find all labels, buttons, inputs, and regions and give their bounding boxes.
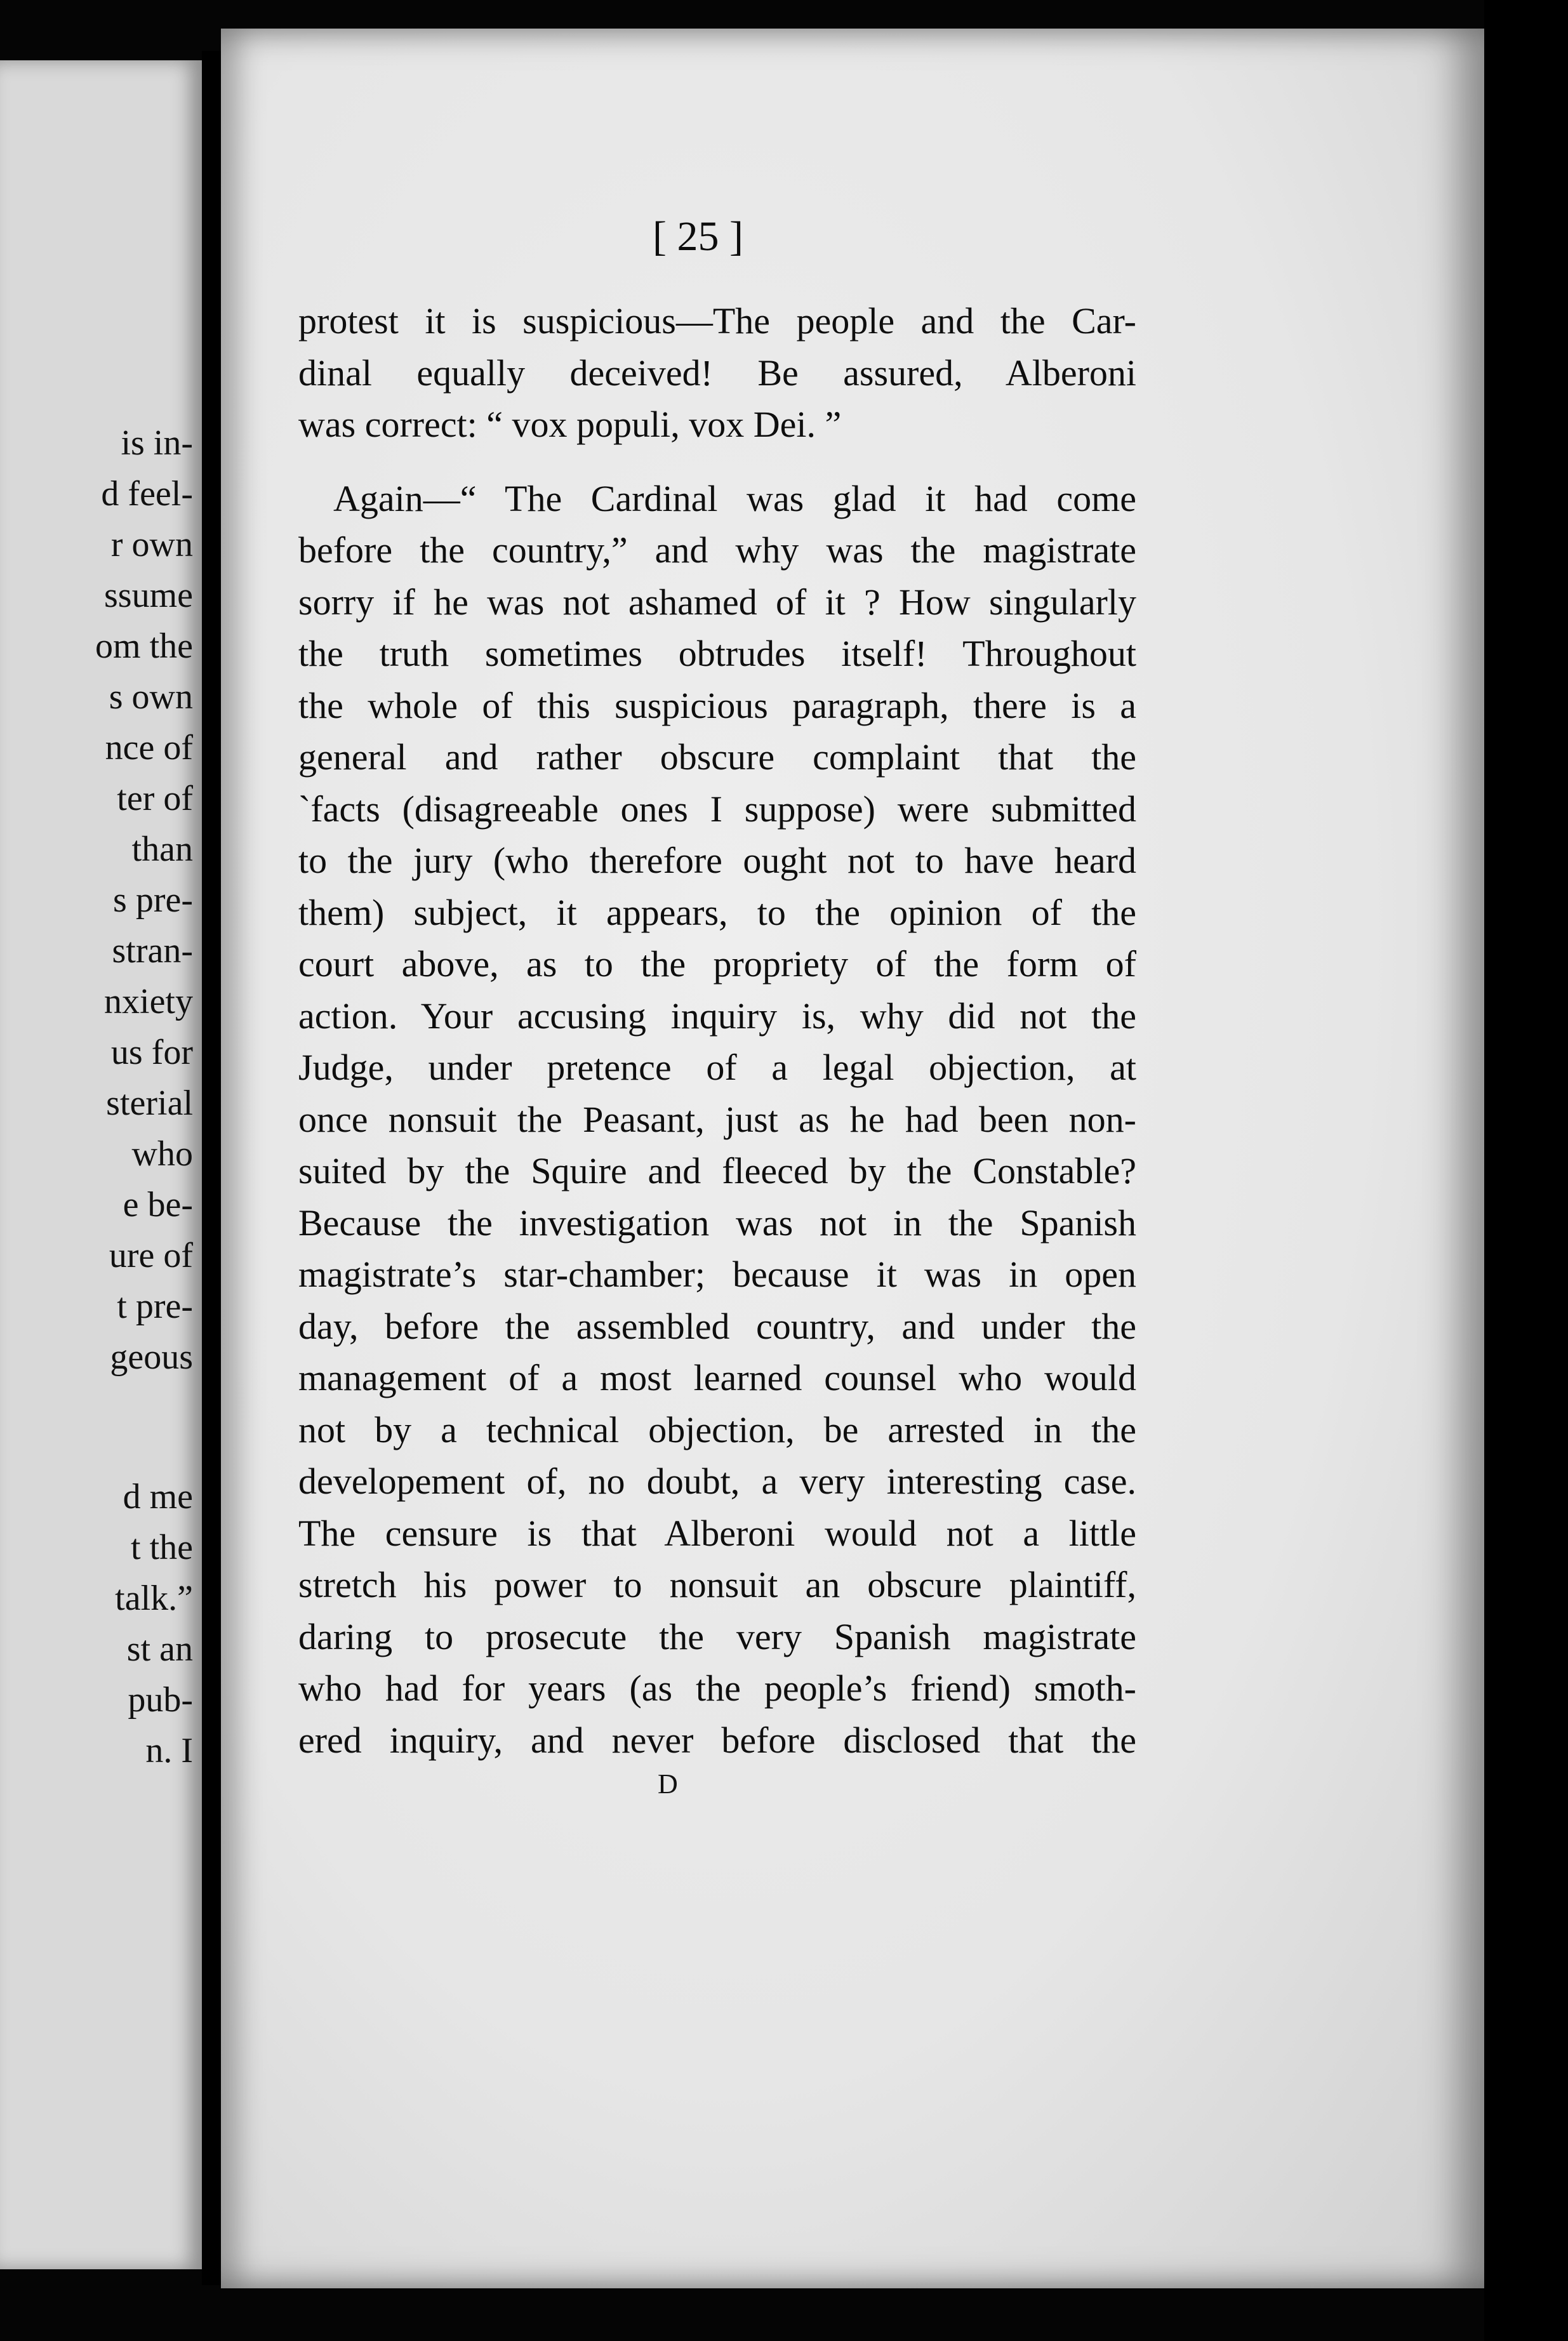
book-gutter xyxy=(202,51,221,2285)
text-line: Again—“ The Cardinal was glad it had come xyxy=(333,477,1136,519)
left-line: is in- xyxy=(121,423,193,463)
left-line: d feel- xyxy=(101,474,193,514)
text-line: was correct: “ vox populi, vox Dei. ” xyxy=(298,404,842,445)
left-line: pub- xyxy=(128,1680,193,1720)
text-line: them) subject, it appears, to the opinion of the xyxy=(298,891,1136,933)
signature-mark: D xyxy=(658,1768,678,1800)
text-line: to the jury (who therefore ought not to have heard xyxy=(298,840,1136,881)
left-line: geous xyxy=(110,1337,193,1377)
text-line: Because the investigation was not in the Spanish xyxy=(298,1202,1136,1243)
previous-page-fragment xyxy=(0,60,202,2269)
left-line: than xyxy=(131,830,193,869)
scan-border-right xyxy=(1484,0,1568,2341)
left-line: ure of xyxy=(109,1236,193,1275)
text-line: ered inquiry, and never before disclosed that the xyxy=(298,1719,1136,1761)
text-line: The censure is that Alberoni would not a little xyxy=(298,1512,1136,1554)
text-line: suited by the Squire and fleeced by the Constable? xyxy=(298,1150,1136,1191)
left-line: sterial xyxy=(106,1084,193,1123)
body-text xyxy=(298,295,1136,1766)
left-line: ssume xyxy=(104,576,193,615)
text-line: not by a technical objection, be arrested in the xyxy=(298,1409,1136,1450)
left-line: stran- xyxy=(112,931,193,971)
left-line: ter of xyxy=(117,779,193,818)
text-line: `facts (disagreeable ones I suppose) were submitted xyxy=(298,788,1136,830)
page-number: [ 25 ] xyxy=(653,213,743,260)
text-line: day, before the assembled country, and under the xyxy=(298,1305,1136,1347)
left-line: us for xyxy=(110,1033,193,1072)
text-line: who had for years (as the people’s friend) smoth- xyxy=(298,1668,1136,1709)
text-line: court above, as to the propriety of the form of xyxy=(298,943,1136,985)
left-line: t the xyxy=(131,1528,193,1567)
left-line: nce of xyxy=(105,728,193,767)
left-line: om the xyxy=(95,627,193,666)
text-line: the whole of this suspicious paragraph, there is a xyxy=(298,684,1136,726)
text-line: general and rather obscure complaint that the xyxy=(298,736,1136,778)
text-line: sorry if he was not ashamed of it ? How singularly xyxy=(298,581,1136,623)
text-line: protest it is suspicious—The people and the Car- xyxy=(298,300,1136,342)
left-line: r own xyxy=(110,525,193,564)
left-line: talk.” xyxy=(115,1579,193,1618)
text-line: once nonsuit the Peasant, just as he had been non- xyxy=(298,1098,1136,1140)
text-line: Judge, under pretence of a legal objection, at xyxy=(298,1047,1136,1088)
text-line: the truth sometimes obtrudes itself! Throughout xyxy=(298,633,1136,674)
text-line: magistrate’s star-chamber; because it was in open xyxy=(298,1254,1136,1295)
left-line: n. I xyxy=(145,1731,193,1770)
text-line: developement of, no doubt, a very interesting case. xyxy=(298,1461,1136,1502)
text-line: stretch his power to nonsuit an obscure plaintiff, xyxy=(298,1564,1136,1605)
left-line: d me xyxy=(123,1477,193,1516)
left-line: s own xyxy=(109,677,193,717)
left-line: s pre- xyxy=(113,880,193,920)
text-line: before the country,” and why was the magistrate xyxy=(298,529,1136,571)
page xyxy=(221,29,1484,2288)
left-line: who xyxy=(131,1134,193,1174)
text-line: action. Your accusing inquiry is, why did not the xyxy=(298,995,1136,1037)
left-line: e be- xyxy=(123,1185,193,1224)
text-line: dinal equally deceived! Be assured, Alberoni xyxy=(298,352,1136,394)
left-line: t pre- xyxy=(117,1287,193,1326)
text-line: daring to prosecute the very Spanish magistrate xyxy=(298,1615,1136,1657)
left-line: st an xyxy=(126,1629,193,1669)
text-line: management of a most learned counsel who would xyxy=(298,1357,1136,1398)
left-line: nxiety xyxy=(104,982,193,1021)
